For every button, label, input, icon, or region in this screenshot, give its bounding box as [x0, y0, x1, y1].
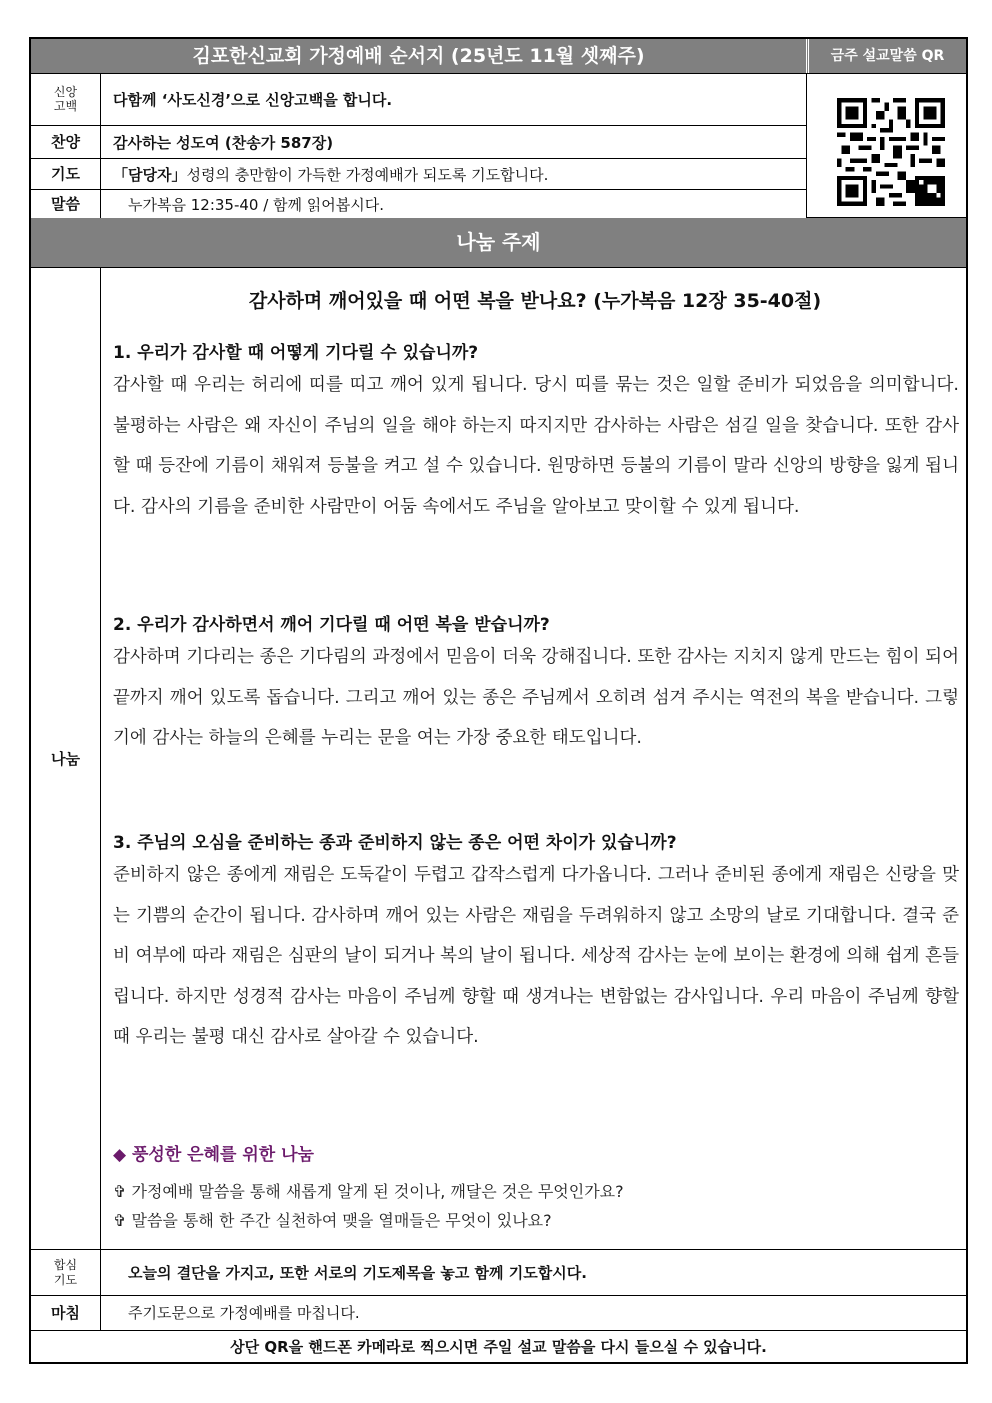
row-content-prayer	[113, 159, 548, 189]
sharing-topic: 감사하며 깨어있을 때 어떤 복을 받나요? (누가복음 12장 35-40절)	[248, 290, 822, 312]
row-scripture	[31, 190, 806, 218]
section-title-sharing: 나눔 주제	[31, 218, 966, 268]
grace-heading: ◆ 풍성한 은혜를 위한 나눔	[113, 1145, 314, 1165]
qr-code-icon[interactable]	[837, 98, 945, 206]
row-label-prayer: 기도	[31, 159, 101, 189]
row-content-joint-prayer: 오늘의 결단을 가지고, 또한 서로의 기도제목을 놓고 함께 기도합시다.	[128, 1264, 587, 1282]
row-content-scripture: 누가복음 12:35-40 / 함께 읽어봅시다.	[128, 195, 385, 214]
header-bar	[31, 39, 966, 74]
worship-order-sheet	[29, 37, 968, 1364]
row-label-hymn: 찬양	[31, 126, 101, 158]
row-content-confession: 다함께 ‘사도신경’으로 신앙고백을 합니다.	[113, 90, 393, 109]
question-1: 1. 우리가 감사할 때 어떻게 기다릴 수 있습니까?	[113, 343, 479, 363]
row-confession	[31, 73, 806, 126]
row-label-joint-prayer: 합심 기도	[31, 1250, 101, 1295]
row-label-scripture: 말씀	[31, 190, 101, 218]
question-2: 2. 우리가 감사하면서 깨어 기다릴 때 어떤 복을 받습니까?	[113, 615, 550, 635]
prayer-text: 성령의 충만함이 가득한 가정예배가 되도록 기도합니다.	[186, 165, 549, 184]
grace-question-1: ✞ 가정예배 말씀을 통해 새롭게 알게 된 것이나, 깨달은 것은 무엇인가요?	[113, 1182, 624, 1201]
row-hymn	[31, 126, 806, 159]
qr-label: 금주 설교말씀 QR	[806, 39, 966, 73]
row-joint-prayer	[31, 1249, 966, 1296]
row-label-closing: 마침	[31, 1295, 101, 1330]
answer-3: 준비하지 않은 종에게 재림은 도둑같이 두렵고 갑작스럽게 다가옵니다. 그러나 준비된 종에게 재림은 신랑을 맞는 기쁨의 순간이 됩니다. 감사하며 깨어 있는 사람은 재림을 두려워하지 않고 소망의 날로 기대합니다. 결국 준비 여부에 따라 재림은 심판의 날이 되거나 복의 날이 됩니다. 세상적 감사는 눈에 보이는 환경에 의해 쉽게 흔들립니다. 하지만 성경적 감사는 마음이 주님께 향할 때 생겨나는 변함없는 감사입니다. 우리 마음이 주님께 향할 때 우리는 불평 대신 감사로 살아갈 수 있습니다.	[113, 865, 959, 1047]
row-content-closing: 주기도문으로 가정예배를 마칩니다.	[128, 1304, 360, 1322]
row-label-confession: 신앙 고백	[31, 73, 101, 125]
row-label-sharing: 나눔	[31, 268, 101, 1249]
answer-2: 감사하며 기다리는 종은 기다림의 과정에서 믿음이 더욱 강해집니다. 또한 감사는 지치지 않게 만드는 힘이 되어 끝까지 깨어 있도록 돕습니다. 그리고 깨어 있는 종은 주님께서 오히려 섬겨 주시는 역전의 복을 받습니다. 그렇기에 감사는 하늘의 은혜를 누리는 문을 여는 가장 중요한 태도입니다.	[113, 647, 959, 748]
answer-1: 감사할 때 우리는 허리에 띠를 띠고 깨어 있게 됩니다. 당시 띠를 묶는 것은 일할 준비가 되었음을 의미합니다. 불평하는 사람은 왜 자신이 주님의 일을 해야 하는지 따지지만 감사하는 사람은 섬길 일을 찾습니다. 또한 감사할 때 등잔에 기름이 채워져 등불을 켜고 설 수 있습니다. 원망하면 등불의 기름이 말라 신앙의 방향을 잃게 됩니다. 감사의 기름을 준비한 사람만이 어둠 속에서도 주님을 알아보고 맞이할 수 있게 됩니다.	[113, 375, 959, 517]
footer-note: 상단 QR을 핸드폰 카메라로 찍으시면 주일 설교 말씀을 다시 들으실 수 있습니다.	[230, 1338, 767, 1356]
page-title: 김포한신교회 가정예배 순서지 (25년도 11월 셋째주)	[192, 45, 645, 67]
grace-question-2: ✞ 말씀을 통해 한 주간 실천하여 맺을 열매들은 무엇이 있나요?	[113, 1211, 552, 1230]
prayer-leader-tag: 「담당자」	[113, 165, 187, 184]
sharing-content	[107, 268, 963, 1249]
qr-cell	[806, 73, 966, 218]
row-content-hymn: 감사하는 성도여 (찬송가 587장)	[113, 133, 334, 152]
row-prayer	[31, 159, 806, 190]
row-closing	[31, 1295, 966, 1331]
question-3: 3. 주님의 오심을 준비하는 종과 준비하지 않는 종은 어떤 차이가 있습니까?	[113, 833, 677, 853]
